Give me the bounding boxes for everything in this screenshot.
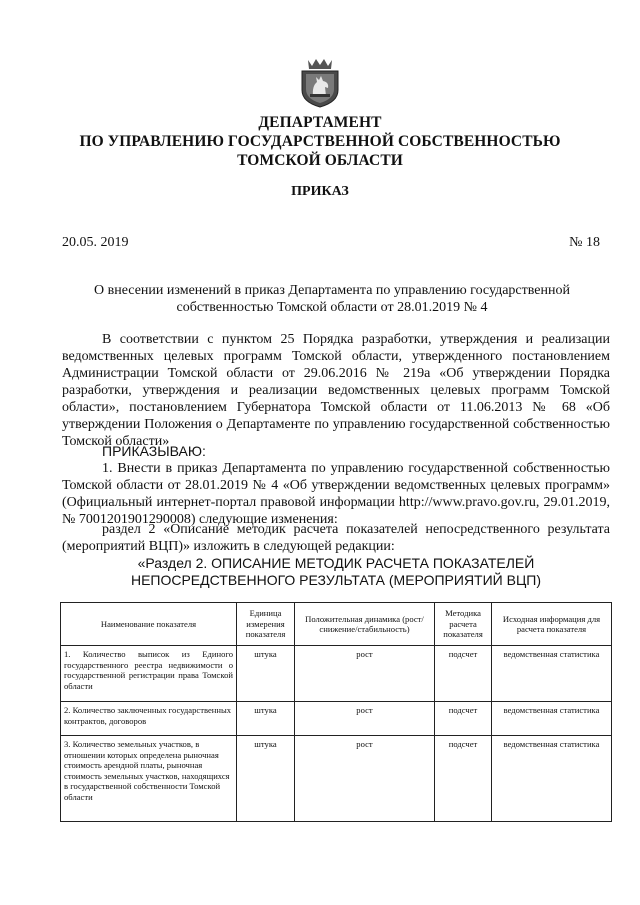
- unit-cell: штука: [237, 646, 295, 702]
- section-2-title: [62, 555, 610, 589]
- department-name-line3: ТОМСКОЙ ОБЛАСТИ: [237, 152, 403, 169]
- source-cell: ведомственная статистика: [492, 736, 612, 822]
- dynamics-cell: рост: [295, 646, 435, 702]
- header-calculation-method: Методика расчета показателя: [435, 603, 492, 646]
- unit-cell: штука: [237, 702, 295, 736]
- table-row: [61, 736, 612, 822]
- department-name-line1: ДЕПАРТАМЕНТ: [258, 114, 382, 131]
- section-2-title-line1: «Раздел 2. ОПИСАНИЕ МЕТОДИК РАСЧЕТА ПОКАЗАТЕЛЕЙ: [137, 555, 535, 571]
- unit-cell: штука: [237, 736, 295, 822]
- header-indicator-name: Наименование показателя: [61, 603, 237, 646]
- table-header-row: [61, 603, 612, 646]
- indicator-name-cell: 2. Количество заключенных государственных контрактов, договоров: [61, 702, 237, 736]
- header-positive-dynamics: Положительная динамика (рост/снижение/стабильность): [295, 603, 435, 646]
- table-row: [61, 646, 612, 702]
- order-number: № 18: [569, 235, 600, 250]
- section-2-title-line2: НЕПОСРЕДСТВЕННОГО РЕЗУЛЬТАТА (МЕРОПРИЯТИЙ ВЦП): [130, 572, 542, 588]
- item-1-subparagraph: раздел 2 «Описание методик расчета показателей непосредственного результата (мероприятий ВЦП)» изложить в следующей редакции:: [62, 522, 610, 554]
- indicator-name-cell: 3. Количество земельных участков, в отношении которых определена рыночная стоимость арендной платы, рыночная стоимость земельных участков, находящихся в государственной собственности Томской области: [61, 736, 237, 822]
- table-row: [61, 702, 612, 736]
- order-subject-line2: собственностью Томской области от 28.01.2019 № 4: [176, 300, 488, 315]
- method-cell: подсчет: [435, 736, 492, 822]
- source-cell: ведомственная статистика: [492, 646, 612, 702]
- order-date: 20.05. 2019: [62, 235, 129, 250]
- coat-of-arms-icon: [300, 56, 340, 108]
- header-source-info: Исходная информация для расчета показателя: [492, 603, 612, 646]
- department-name-line2: ПО УПРАВЛЕНИЮ ГОСУДАРСТВЕННОЙ СОБСТВЕННОСТЬЮ: [79, 133, 561, 150]
- header-unit: Единица измерения показателя: [237, 603, 295, 646]
- source-cell: ведомственная статистика: [492, 702, 612, 736]
- item-1-paragraph: 1. Внести в приказ Департамента по управлению государственной собственностью Томской области от 28.01.2019 № 4 «Об утверждении ведомственных целевых программ» (Официальный интернет-портал правовой информации http://www.pravo.gov.ru, 29.01.2019, № 7001201901290008) следующие изменения:: [62, 461, 610, 527]
- indicator-name-cell: 1. Количество выписок из Единого государственного реестра недвижимости о государственной регистрации права Томской области: [61, 646, 237, 702]
- method-cell: подсчет: [435, 702, 492, 736]
- order-title: ПРИКАЗ: [291, 184, 349, 199]
- dynamics-cell: рост: [295, 736, 435, 822]
- indicators-table: [60, 602, 612, 822]
- order-word: ПРИКАЗЫВАЮ:: [102, 443, 206, 459]
- preamble-paragraph: В соответствии с пунктом 25 Порядка разработки, утверждения и реализации ведомственных целевых программ Томской области, утвержденного постановлением Администрации Томской области от 29.06.2016 № 219а «Об утверждении Порядка разработки, утверждения и реализации ведомственных целевых программ Томской области», постановлением Губернатора Томской области от 11.06.2013 № 68 «Об утверждении Положения о Департаменте по управлению государственной собственностью Томской области»: [62, 332, 610, 449]
- order-subject: [62, 282, 602, 316]
- dynamics-cell: рост: [295, 702, 435, 736]
- order-subject-line1: О внесении изменений в приказ Департамента по управлению государственной: [94, 283, 570, 298]
- method-cell: подсчет: [435, 646, 492, 702]
